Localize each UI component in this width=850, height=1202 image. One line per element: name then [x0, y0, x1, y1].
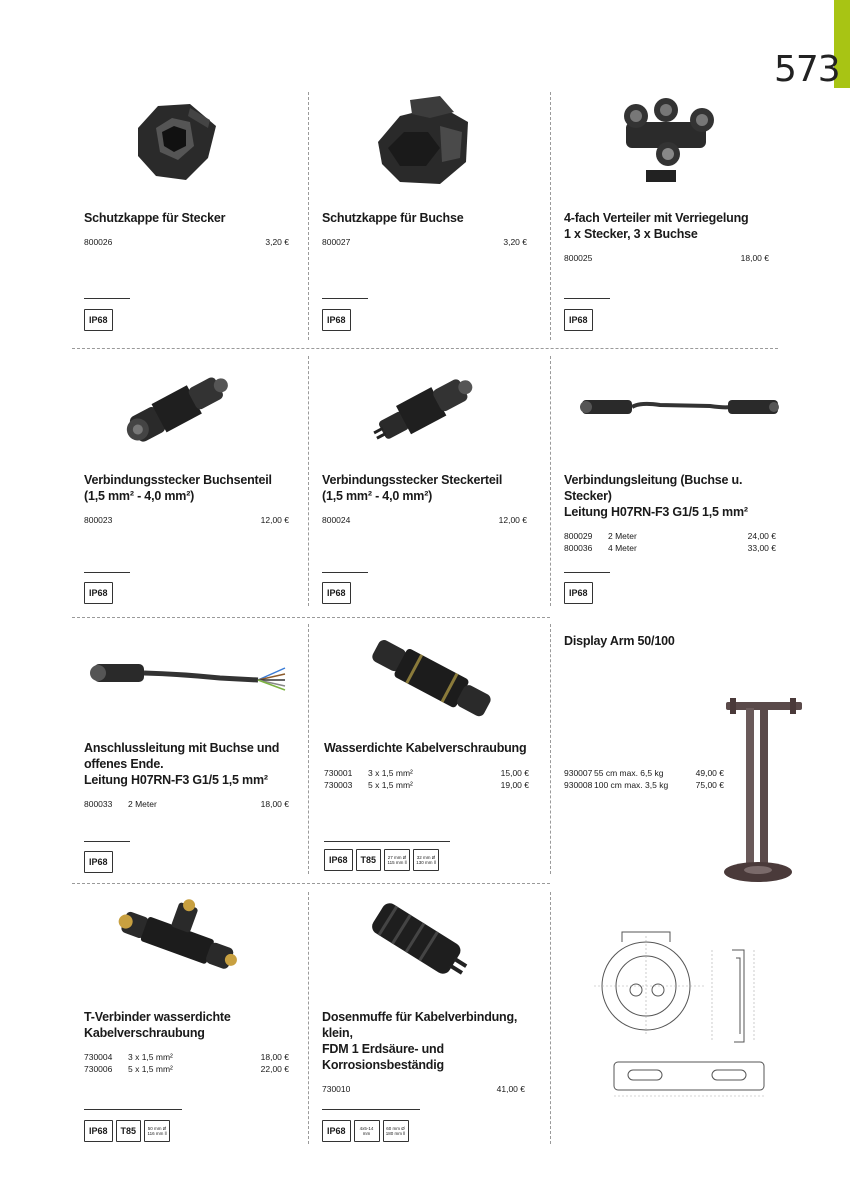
- column-divider: [308, 624, 309, 874]
- article-price: 12,00 €: [498, 515, 527, 525]
- article-desc: 3 x 1,5 mm²: [368, 768, 413, 778]
- article-number: 800036: [564, 543, 593, 553]
- product-title-line: Anschlussleitung mit Buchse und: [84, 741, 280, 755]
- product-row: [84, 1063, 289, 1075]
- product-card: [322, 210, 527, 248]
- separator: [324, 841, 450, 842]
- product-card: [564, 633, 776, 649]
- separator: [322, 572, 368, 573]
- product-title-line: FDM 1 Erdsäure- und Korrosionsbeständig: [322, 1042, 444, 1072]
- article-desc: 4 Meter: [608, 543, 637, 553]
- page-number: 573: [774, 49, 840, 90]
- ip68-badge: IP68: [84, 582, 113, 604]
- t85-badge: T85: [116, 1120, 142, 1142]
- cable-sleeve-image: [360, 902, 480, 982]
- article-price: 18,00 €: [260, 799, 289, 809]
- row-divider: [72, 617, 550, 618]
- article-number: 730006: [84, 1064, 113, 1074]
- article-number: 800024: [322, 515, 351, 525]
- row-divider: [72, 883, 550, 884]
- separator: [564, 572, 610, 573]
- t85-badge: T85: [356, 849, 382, 871]
- article-price: 18,00 €: [740, 253, 769, 263]
- connector-socket-image: [118, 362, 238, 452]
- product-rows: [564, 767, 724, 791]
- product-row: [564, 542, 776, 554]
- product-card: [324, 740, 529, 791]
- product-title-line: Dosenmuffe für Kabelverbindung, klein,: [322, 1010, 518, 1040]
- article-price: 22,00 €: [260, 1064, 289, 1074]
- article-desc: 2 Meter: [608, 531, 637, 541]
- ip68-badge: IP68: [84, 1120, 113, 1142]
- article-number: 930008: [564, 780, 593, 790]
- badge-group: [564, 309, 593, 331]
- product-row: [564, 252, 769, 264]
- article-number: 730001: [324, 768, 353, 778]
- product-card: [84, 210, 289, 248]
- badge-group: [322, 582, 351, 604]
- product-title-line: Verbindungsleitung (Buchse u. Stecker): [564, 473, 743, 503]
- separator: [564, 298, 610, 299]
- article-price: 12,00 €: [260, 515, 289, 525]
- product-title-line: Verbindungsstecker Steckerteil: [322, 473, 503, 487]
- product-title-line: T-Verbinder wasserdichte: [84, 1010, 231, 1024]
- ip68-badge: IP68: [322, 309, 351, 331]
- dimension-badge: 27 mm Ø 115 mm ll: [384, 849, 410, 871]
- badge-group: [84, 582, 113, 604]
- ip68-badge: IP68: [564, 582, 593, 604]
- article-price: 3,20 €: [265, 237, 289, 247]
- article-number: 730010: [322, 1084, 351, 1094]
- separator: [84, 298, 130, 299]
- product-card: [564, 472, 776, 554]
- product-row: [84, 798, 289, 810]
- article-desc: [608, 252, 741, 264]
- dimension-badge: 32 mm Ø 130 mm ll: [413, 849, 439, 871]
- separator: [84, 841, 130, 842]
- display-arm-technical-drawing: [594, 922, 774, 1102]
- article-desc: 100 cm max. 3,5 kg: [594, 780, 669, 790]
- column-divider: [550, 92, 551, 340]
- product-row: [564, 767, 724, 779]
- article-price: 3,20 €: [503, 237, 527, 247]
- badge-group: [84, 309, 113, 331]
- product-title-line: 4-fach Verteiler mit Verriegelung: [564, 211, 749, 225]
- column-divider: [308, 92, 309, 340]
- column-divider: [550, 892, 551, 1144]
- article-number: 800027: [322, 237, 351, 247]
- product-row: [322, 514, 527, 526]
- article-price: 15,00 €: [500, 768, 529, 778]
- product-card: [322, 472, 527, 526]
- badge-group: [564, 582, 593, 604]
- connection-cable-image: [580, 392, 780, 422]
- badge-group: [84, 851, 113, 873]
- t-connector-image: [110, 896, 250, 976]
- ip68-badge: IP68: [322, 582, 351, 604]
- product-title: Wasserdichte Kabelverschraubung: [324, 741, 527, 755]
- article-price: 75,00 €: [695, 780, 724, 790]
- product-title-line: Verbindungsstecker Buchsenteil: [84, 473, 272, 487]
- ip68-badge: IP68: [324, 849, 353, 871]
- product-title-line: Leitung H07RN-F3 G1/5 1,5 mm²: [84, 773, 268, 787]
- article-desc: 5 x 1,5 mm²: [368, 780, 413, 790]
- product-row: [322, 236, 527, 248]
- product-row: [322, 1083, 525, 1095]
- product-title: Schutzkappe für Stecker: [84, 211, 226, 225]
- article-number: 800033: [84, 799, 113, 809]
- article-number: 730003: [324, 780, 353, 790]
- product-row: [84, 514, 289, 526]
- article-price: 18,00 €: [260, 1052, 289, 1062]
- connection-lead-image: [90, 656, 290, 696]
- article-desc: [366, 514, 499, 526]
- product-title-line: Leitung H07RN-F3 G1/5 1,5 mm²: [564, 505, 748, 519]
- protective-cap-plug-image: [128, 98, 228, 188]
- dimension-badge: 4x5-14 mm: [354, 1120, 380, 1142]
- product-title-line: (1,5 mm² - 4,0 mm²): [322, 489, 433, 503]
- badge-group: [84, 1120, 170, 1142]
- article-desc: [128, 514, 261, 526]
- ip68-badge: IP68: [84, 309, 113, 331]
- product-title: Display Arm 50/100: [564, 634, 675, 648]
- waterproof-gland-image: [360, 640, 510, 720]
- product-title-line: Kabelverschraubung: [84, 1026, 205, 1040]
- separator: [322, 298, 368, 299]
- column-divider: [308, 356, 309, 606]
- ip68-badge: IP68: [564, 309, 593, 331]
- product-row: [564, 530, 776, 542]
- article-price: 41,00 €: [496, 1084, 525, 1094]
- product-title-line: (1,5 mm² - 4,0 mm²): [84, 489, 195, 503]
- article-price: 24,00 €: [747, 531, 776, 541]
- article-number: 800023: [84, 515, 113, 525]
- row-divider: [72, 348, 778, 349]
- article-desc: 5 x 1,5 mm²: [128, 1064, 173, 1074]
- product-title-line: offenes Ende.: [84, 757, 164, 771]
- column-divider: [550, 356, 551, 606]
- article-number: 730004: [84, 1052, 113, 1062]
- protective-cap-socket-image: [370, 92, 480, 192]
- article-number: 930007: [564, 768, 593, 778]
- article-desc: [366, 236, 503, 248]
- separator: [322, 1109, 420, 1110]
- display-arm-image: [718, 688, 808, 888]
- badge-group: [322, 309, 351, 331]
- ip68-badge: IP68: [322, 1120, 351, 1142]
- article-desc: 3 x 1,5 mm²: [128, 1052, 173, 1062]
- product-card: [322, 1009, 546, 1095]
- separator: [84, 1109, 182, 1110]
- article-number: 800029: [564, 531, 593, 541]
- product-row: [324, 767, 529, 779]
- ip68-badge: IP68: [84, 851, 113, 873]
- product-card: [84, 740, 289, 810]
- separator: [84, 572, 130, 573]
- product-row: [84, 1051, 289, 1063]
- article-desc: [366, 1083, 497, 1095]
- column-divider: [308, 892, 309, 1144]
- product-card: [564, 210, 769, 264]
- product-row: [84, 236, 289, 248]
- article-desc: 55 cm max. 6,5 kg: [594, 768, 664, 778]
- product-title-line: 1 x Stecker, 3 x Buchse: [564, 227, 698, 241]
- product-card: [84, 472, 289, 526]
- badge-group: [322, 1120, 409, 1142]
- connector-plug-image: [366, 362, 486, 452]
- product-card: [84, 1009, 289, 1075]
- product-title: Schutzkappe für Buchse: [322, 211, 464, 225]
- dimension-badge: 60 mm Ø 180 mm ll: [383, 1120, 409, 1142]
- article-price: 19,00 €: [500, 780, 529, 790]
- product-row: [324, 779, 529, 791]
- dimension-badge: 50 mm Ø 116 mm ll: [144, 1120, 170, 1142]
- article-price: 33,00 €: [747, 543, 776, 553]
- article-number: 800025: [564, 253, 593, 263]
- article-price: 49,00 €: [695, 768, 724, 778]
- column-divider: [550, 624, 551, 874]
- article-desc: [128, 236, 265, 248]
- four-way-distributor-image: [606, 92, 726, 192]
- article-desc: 2 Meter: [128, 799, 157, 809]
- badge-group: [324, 849, 439, 871]
- article-number: 800026: [84, 237, 113, 247]
- product-row: [564, 779, 724, 791]
